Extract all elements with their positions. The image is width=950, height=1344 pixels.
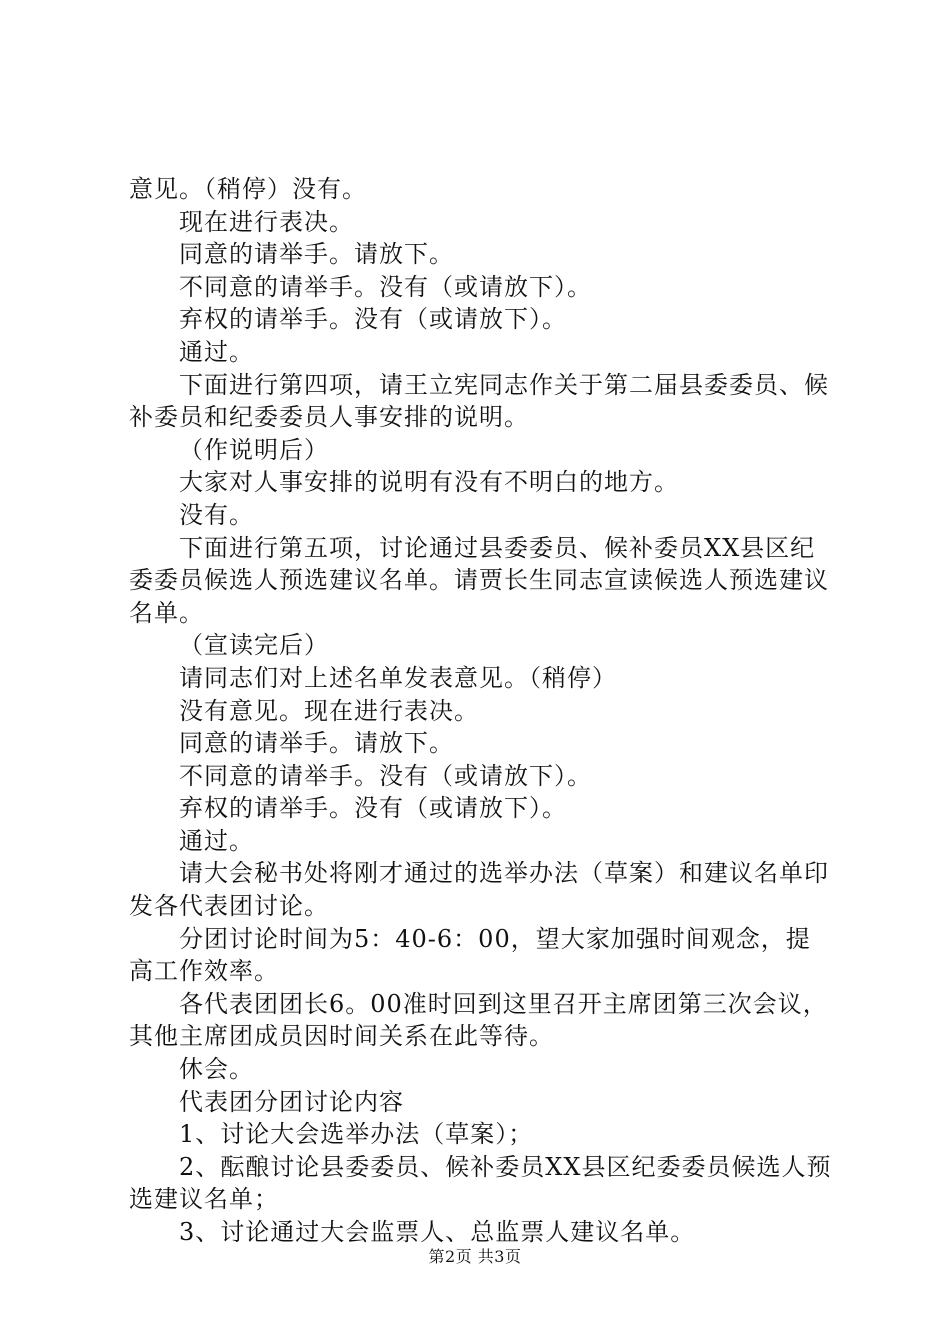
paragraph: 意见。（稍停）没有。 (129, 175, 367, 203)
paragraph: 休会。 (179, 1055, 254, 1084)
page-footer: 第2页 共3页 (428, 1247, 522, 1266)
paragraph: （作说明后） (179, 435, 329, 464)
paragraph: （宣读完后） (179, 631, 329, 660)
paragraph: 没有。 (179, 500, 254, 529)
paragraph: 代表团分团讨论内容 (179, 1087, 404, 1116)
paragraph: 同意的请举手。请放下。 (179, 729, 454, 758)
paragraph: 3、讨论通过大会监票人、总监票人建议名单。 (179, 1218, 696, 1246)
paragraph: 现在进行表决。 (179, 207, 354, 236)
paragraph: 请大会秘书处将刚才通过的选举办法（草案）和建议名单印发各代表团讨论。 (129, 859, 829, 921)
paragraph: 通过。 (179, 337, 254, 366)
paragraph: 请同志们对上述名单发表意见。（稍停） (179, 663, 617, 692)
paragraph: 下面进行第五项，讨论通过县委委员、候补委员XX县区纪委委员候选人预选建议名单。请贾长生同志宣读候选人预选建议名单。 (129, 533, 829, 627)
paragraph: 各代表团团长6。00准时回到这里召开主席团第三次会议，其他主席团成员因时间关系在此等待。 (129, 989, 828, 1051)
paragraph: 分团讨论时间为5：40-6：00，望大家加强时间观念，提高工作效率。 (129, 924, 811, 986)
paragraph: 大家对人事安排的说明有没有不明白的地方。 (179, 468, 679, 497)
paragraph: 同意的请举手。请放下。 (179, 240, 454, 269)
paragraph: 1、讨论大会选举办法（草案）； (179, 1120, 534, 1149)
paragraph: 弃权的请举手。没有（或请放下）。 (179, 794, 567, 823)
document-body (129, 173, 834, 1249)
paragraph: 通过。 (179, 826, 254, 855)
paragraph: 不同意的请举手。没有（或请放下）。 (179, 761, 592, 790)
paragraph: 没有意见。现在进行表决。 (179, 696, 479, 725)
paragraph: 不同意的请举手。没有（或请放下）。 (179, 272, 592, 301)
paragraph: 2、酝酿讨论县委委员、候补委员XX县区纪委委员候选人预选建议名单； (129, 1152, 832, 1214)
paragraph: 弃权的请举手。没有（或请放下）。 (179, 305, 567, 334)
paragraph: 下面进行第四项，请王立宪同志作关于第二届县委委员、候补委员和纪委委员人事安排的说明。 (129, 370, 829, 432)
